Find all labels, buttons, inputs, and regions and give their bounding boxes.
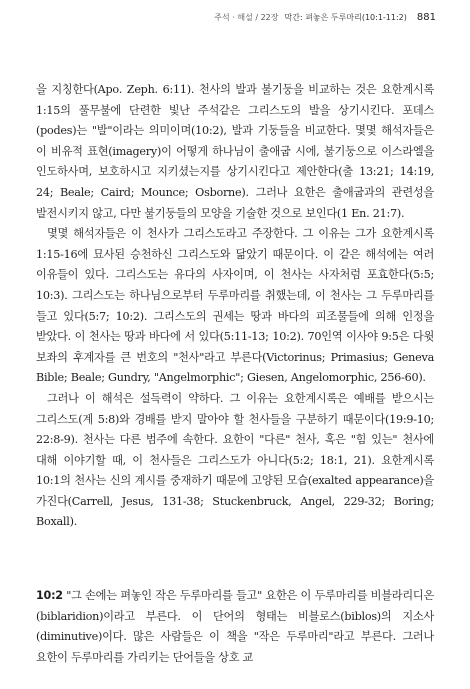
section-label: 막간: 펴놓은 두루마리(10:1-11:2) bbox=[284, 13, 407, 22]
running-header bbox=[0, 12, 470, 23]
chapter-label: 주석 · 해설 / 22장 bbox=[214, 13, 279, 22]
verse-commentary-text: "그 손에는 펴놓인 작은 두루마리를 들고" 요한은 이 두루마리를 비블라리디온(biblaridion)이라고 부른다. 이 단어의 형태는 비블로스(biblos)의 지소사(diminutive)이다. 많은 사람들은 이 책을 "작은 두루마리"라고 부른다. 그러나 요한이 두루마리를 가리키는 단어들을 상호 교 bbox=[36, 589, 434, 664]
paragraph: 을 지칭한다(Apo. Zeph. 6:11). 천사의 발과 불기둥을 비교하는 것은 요한계시록 1:15의 풀무불에 단련한 빛난 주석같은 그리스도의 발을 상기시킨다. 포데스(podes)는 "발"이라는 의미이며(10:2), 발과 기둥들을 비교한다. 몇몇 해석자들은 이 비유적 표현(imagery)이 어떻게 하나님이 출애굽 시에, 불기둥으로 이스라엘을 인도하사며, 보호하시고 지키셨는지를 상기시킨다고 제안한다(출 13:21; 14:19, 24; Beale; Caird; Mounce; Osborne). 그러나 요한은 출애굽과의 관련성을 발전시키지 않고, 다만 불기둥들의 모양을 기술한 것으로 보인다(1 En. 21:7). bbox=[36, 83, 434, 220]
verse-commentary bbox=[36, 586, 434, 668]
paragraph: 그러나 이 해석은 설득력이 약하다. 그 이유는 요한계시록은 예배를 받으시는 그리스도(계 5:8)와 경배를 받지 말아야 할 천사들을 구분하기 때문이다(19:9-10; 22:8-9). 천사는 다른 범주에 속한다. 요한이 "다른" 천사, 혹은 "힘 있는" 천사에 대해 이야기할 때, 이 천사들은 그리스도가 아니다(5:2; 18:1, 21). 요한계시록 10:1의 천사는 신의 계시를 중재하기 때문에 고양된 모습(exalted appearance)을 가진다(Carrell, Jesus, 131-38; Stuckenbruck, Angel, 229-32; Boring; Boxall). bbox=[36, 391, 434, 529]
verse-reference: 10:2 bbox=[36, 589, 63, 602]
page-number: 881 bbox=[416, 12, 436, 23]
paragraph: 몇몇 해석자들은 이 천사가 그리스도라고 주장한다. 그 이유는 그가 요한계시록 1:15-16에 묘사된 승천하신 그리스도와 닮았기 때문이다. 이 같은 해석에는 여러 이유들이 있다. 그리스도는 유다의 사자이며, 이 천사는 사자처럼 포효한다(5:5; 10:3). 그리스도는 하나님으로부터 두루마리를 취했는데, 이 천사는 그 두루마리를 들고 있다(5:7; 10:2). 그리스도의 권세는 땅과 바다의 피조물들에 의해 인정을 받았다. 이 천사는 땅과 바다에 서 있다(5:11-13; 10:2). 70인역 이사야 9:5은 다윗 보좌의 후계자를 큰 번호의 "천사"라고 부른다(Victorinus; Primasius; Geneva Bible; Beale; Gundry, "Angelmorphic"; Giesen, Angelomorphic, 256-60). bbox=[36, 227, 434, 385]
body-text bbox=[36, 80, 434, 533]
